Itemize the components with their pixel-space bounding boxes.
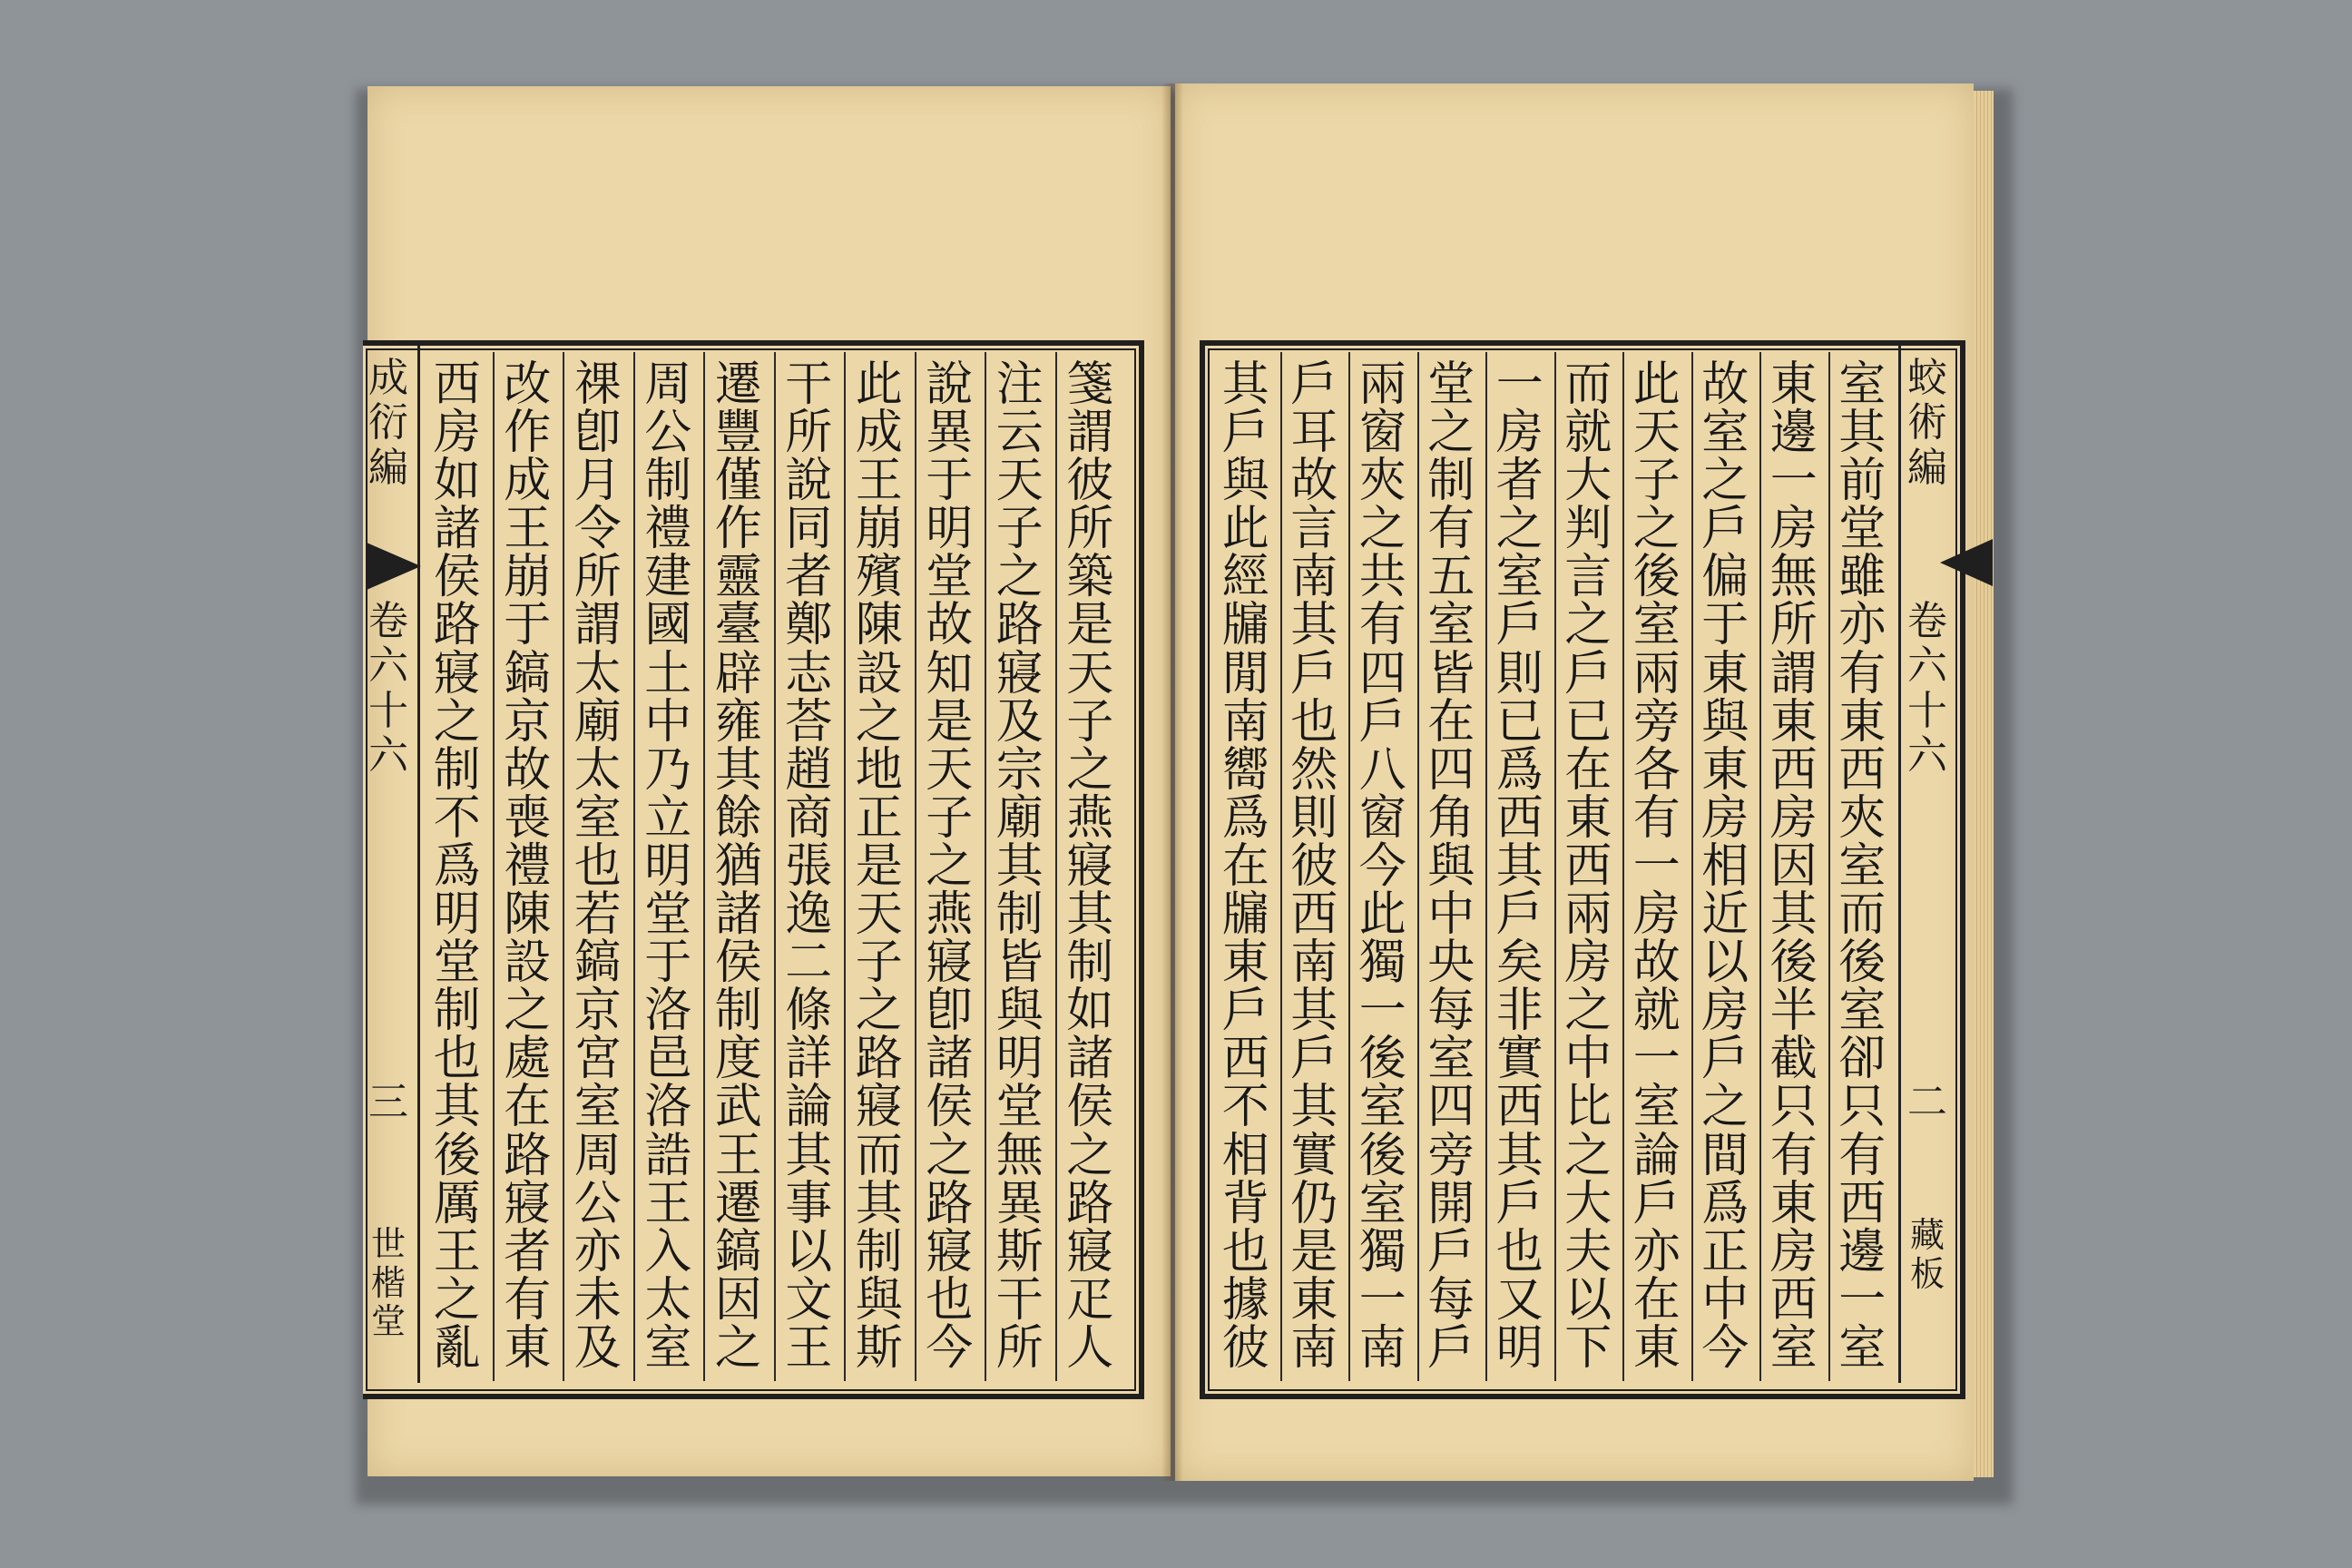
left-page-text-column: 干 所 說 同 者 鄭 志 荅 趙 商 張 逸 二 條 詳 論 其 事 以 文 王	[785, 358, 833, 1376]
right-page-text-column: 一 房 者 之 室 戶 則 已 爲 西 其 戶 矣 非 實 西 其 戶 也 又 明	[1495, 358, 1544, 1376]
left-margin-publisher: 世 楷 堂	[370, 1224, 406, 1342]
right-page-column-rule	[1759, 352, 1761, 1381]
left-page-text-column: 改 作 成 王 崩 于 鎬 京 故 喪 禮 陳 設 之 處 在 路 寢 者 有 東	[504, 358, 552, 1376]
right-margin-juan: 卷 六 十 六	[1907, 598, 1947, 779]
left-page-text-column: 說 異 于 明 堂 故 知 是 天 子 之 燕 寢 卽 諸 侯 之 路 寢 也 今	[926, 358, 974, 1376]
left-margin-folio: 三	[368, 1079, 408, 1125]
left-page-column-rule	[633, 352, 635, 1381]
right-margin-title: 蛟 術 編	[1907, 355, 1947, 491]
left-margin-juan: 卷 六 十 六	[368, 598, 408, 779]
book-gutter	[1161, 83, 1183, 1481]
left-page-column-rule	[1055, 352, 1057, 1381]
right-page-column-rule	[1691, 352, 1693, 1381]
left-margin-title: 成 衍 編	[368, 355, 408, 491]
right-margin-divider	[1898, 345, 1901, 1383]
right-page-text-column: 而 就 大 判 言 之 戶 已 在 東 西 兩 房 之 中 比 之 大 夫 以 下	[1564, 358, 1612, 1376]
right-margin-folio: 二	[1907, 1079, 1947, 1125]
right-page-column-rule	[1280, 352, 1282, 1381]
right-page-text-column: 其 戶 與 此 經 牖 閒 南 嚮 爲 在 牖 東 戶 西 不 相 背 也 據 彼	[1221, 358, 1269, 1376]
right-page-text-column: 戶 耳 故 言 南 其 戶 也 然 則 彼 西 南 其 戶 其 實 仍 是 東 南	[1290, 358, 1338, 1376]
right-page-text-column: 東 邊 一 房 無 所 謂 東 西 房 因 其 後 半 截 只 有 東 房 西 室	[1769, 358, 1818, 1376]
left-page-column-rule	[774, 352, 776, 1381]
left-page-column-rule	[493, 352, 495, 1381]
right-margin-publisher: 藏 板	[1909, 1215, 1945, 1294]
right-page-column-rule	[1417, 352, 1419, 1381]
left-page-column-rule	[563, 352, 564, 1381]
right-page-text-column: 室 其 前 堂 雖 亦 有 東 西 夾 室 而 後 室 卻 只 有 西 邊 一 室	[1838, 358, 1886, 1376]
left-page-text-column: 周 公 制 禮 建 國 土 中 乃 立 明 堂 于 洛 邑 洛 誥 王 入 太 室	[644, 358, 692, 1376]
left-margin-divider	[417, 345, 420, 1383]
right-page-text-column: 故 室 之 戶 偏 于 東 與 東 房 相 近 以 房 戶 之 間 爲 正 中 今	[1701, 358, 1749, 1376]
left-page-column-rule	[844, 352, 846, 1381]
page-edges	[1974, 91, 1994, 1477]
right-page-text-column: 此 天 子 之 後 室 兩 旁 各 有 一 房 故 就 一 室 論 戶 亦 在 東	[1632, 358, 1681, 1376]
left-page-text-column: 祼 卽 月 令 所 謂 太 廟 太 室 也 若 鎬 京 宮 室 周 公 亦 未 及	[573, 358, 622, 1376]
left-page-text-column: 箋 謂 彼 所 築 是 天 子 之 燕 寢 其 制 如 諸 侯 之 路 寢 疋 人	[1066, 358, 1114, 1376]
right-fishtail-mark	[1940, 539, 1993, 586]
left-page-text-column: 此 成 王 崩 殯 陳 設 之 地 正 是 天 子 之 路 寢 而 其 制 與 斯	[855, 358, 903, 1376]
right-page-column-rule	[1622, 352, 1624, 1381]
right-page-column-rule	[1348, 352, 1350, 1381]
left-fishtail-mark	[367, 543, 421, 590]
left-page-text-column: 注 云 天 子 之 路 寢 及 宗 廟 其 制 皆 與 明 堂 無 異 斯 干 所	[995, 358, 1044, 1376]
left-page-column-rule	[985, 352, 986, 1381]
left-page-text-column: 遷 豐 僅 作 靈 臺 辟 雍 其 餘 猶 諸 侯 制 度 武 王 遷 鎬 因 之	[714, 358, 762, 1376]
right-page-text-column: 堂 之 制 有 五 室 皆 在 四 角 與 中 央 每 室 四 旁 開 戶 每 戶	[1427, 358, 1475, 1376]
right-page-column-rule	[1828, 352, 1830, 1381]
right-page-column-rule	[1485, 352, 1487, 1381]
left-page-column-rule	[915, 352, 916, 1381]
left-page-text-column: 西 房 如 諸 侯 路 寢 之 制 不 爲 明 堂 制 也 其 後 厲 王 之 亂	[433, 358, 481, 1376]
right-page-text-column: 兩 窗 夾 之 共 有 四 戶 八 窗 今 此 獨 一 後 室 後 室 獨 一 南	[1358, 358, 1406, 1376]
right-page-column-rule	[1554, 352, 1556, 1381]
left-page-column-rule	[703, 352, 705, 1381]
